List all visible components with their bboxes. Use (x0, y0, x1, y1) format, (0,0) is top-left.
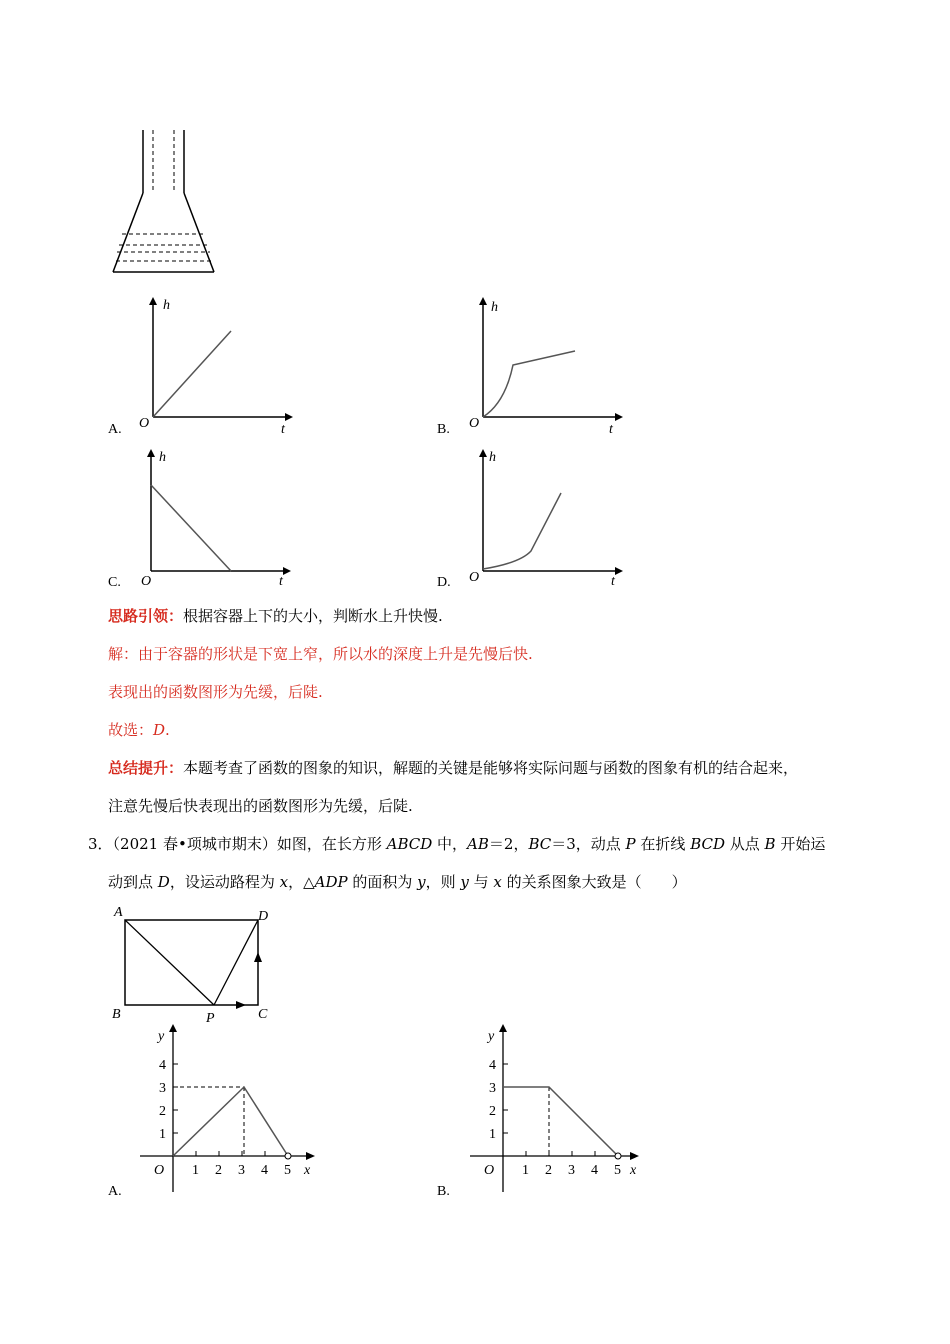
y-tick-2: 2 (159, 1104, 166, 1119)
q3-text: ，则 (425, 873, 461, 891)
q3-number: 3． (88, 835, 113, 853)
q3-text: ，设运动路程为 (169, 873, 280, 891)
h-axis-label: h (491, 300, 498, 315)
q3-var: y (417, 873, 426, 891)
origin-label: O (154, 1163, 165, 1178)
y-tick-1: 1 (159, 1127, 166, 1142)
x-tick-3: 3 (238, 1163, 245, 1178)
q3-text: 中， (432, 835, 468, 853)
rectangle-abcd-figure (108, 900, 288, 1025)
summary-line-2: 注意先慢后快表现出的函数图形为先缓，后陡. (108, 797, 413, 815)
summary-line-1 (108, 758, 798, 778)
q3-var: y (460, 873, 469, 891)
q3-text: 如图，在长方形 (276, 835, 387, 853)
hint-text: 根据容器上下的大小，判断水上升快慢. (183, 607, 443, 625)
answer-suffix: . (165, 721, 170, 739)
origin-label: O (469, 570, 480, 585)
y-tick-4: 4 (489, 1058, 496, 1073)
q3-text: 开始运 (775, 835, 826, 853)
x-tick-1: 1 (192, 1163, 199, 1178)
x-axis-label: x (304, 1163, 311, 1178)
x-tick-5: 5 (614, 1163, 621, 1178)
y-tick-3: 3 (489, 1081, 496, 1096)
label-b: B (112, 1007, 121, 1022)
label-c: C (258, 1007, 268, 1022)
q3-option-a: A. (108, 1184, 122, 1199)
q2-graph-b (465, 293, 625, 438)
q3-var: P (625, 835, 636, 853)
q2-option-a: A. (108, 422, 122, 437)
hint-line (108, 606, 443, 626)
label-d: D (258, 909, 269, 924)
q3-line-2 (108, 872, 687, 892)
q3-var: x (493, 873, 502, 891)
q2-graph-c (135, 445, 295, 590)
q3-text: 动到点 (108, 873, 158, 891)
q2-graph-d (465, 445, 625, 590)
origin-label: O (139, 416, 150, 431)
x-tick-3: 3 (568, 1163, 575, 1178)
y-tick-3: 3 (159, 1081, 166, 1096)
answer-line (108, 720, 170, 740)
y-axis-label: y (158, 1029, 165, 1044)
summary-text-1: 本题考查了函数的图象的知识，解题的关键是能够将实际问题与函数的图象有机的结合起来， (183, 759, 799, 777)
q2-option-d: D. (437, 575, 451, 590)
x-tick-4: 4 (591, 1163, 598, 1178)
label-p: P (206, 1011, 215, 1025)
q3-var: x (279, 873, 289, 891)
q3-source: （2021 春•项城市期末） (112, 835, 277, 853)
q3-text: ，△ (288, 873, 315, 891)
h-axis-label: h (163, 298, 170, 313)
h-axis-label: h (489, 450, 496, 465)
x-tick-2: 2 (215, 1163, 222, 1178)
q3-var: ABCD (386, 835, 433, 853)
x-tick-1: 1 (522, 1163, 529, 1178)
q3-text: 从点 (725, 835, 765, 853)
summary-label: 总结提升： (108, 759, 184, 777)
x-axis-label: x (630, 1163, 637, 1178)
q3-var: D (157, 873, 170, 891)
label-a: A (114, 905, 123, 920)
t-axis-label: t (281, 422, 285, 437)
q2-graph-a (135, 293, 295, 438)
q3-line-1 (88, 834, 825, 854)
q3-var: BC (528, 835, 552, 853)
q3-text: 与 (468, 873, 494, 891)
hint-label: 思路引领： (108, 607, 184, 625)
origin-label: O (141, 574, 152, 589)
q3-option-b: B. (437, 1184, 450, 1199)
q2-option-b: B. (437, 422, 450, 437)
q3-text: ＝3，动点 (551, 835, 626, 853)
q3-var: AB (467, 835, 489, 853)
origin-label: O (469, 416, 480, 431)
q3-text: 的关系图象大致是（ ） (501, 873, 687, 891)
q3-graph-b (470, 1022, 650, 1194)
q3-graph-a (140, 1022, 320, 1194)
x-tick-4: 4 (261, 1163, 268, 1178)
flask-figure (108, 125, 223, 275)
q3-text: 在折线 (635, 835, 691, 853)
origin-label: O (484, 1163, 495, 1178)
x-tick-5: 5 (284, 1163, 291, 1178)
q3-text: ＝2， (488, 835, 529, 853)
q2-option-c: C. (108, 575, 121, 590)
t-axis-label: t (611, 574, 615, 589)
q3-var: ADP (314, 873, 348, 891)
solution-line-2: 表现出的函数图形为先缓，后陡. (108, 683, 323, 701)
y-axis-label: y (488, 1029, 495, 1044)
answer-prefix: 故选： (108, 721, 154, 739)
x-tick-2: 2 (545, 1163, 552, 1178)
q3-var: B (764, 835, 776, 853)
t-axis-label: t (609, 422, 613, 437)
t-axis-label: t (279, 574, 283, 589)
y-tick-2: 2 (489, 1104, 496, 1119)
h-axis-label: h (159, 450, 166, 465)
answer-value: D (153, 721, 166, 739)
solution-line-1: 解：由于容器的形状是下宽上窄，所以水的深度上升是先慢后快. (108, 645, 533, 663)
q3-var: BCD (690, 835, 725, 853)
y-tick-4: 4 (159, 1058, 166, 1073)
y-tick-1: 1 (489, 1127, 496, 1142)
q3-text: 的面积为 (347, 873, 418, 891)
